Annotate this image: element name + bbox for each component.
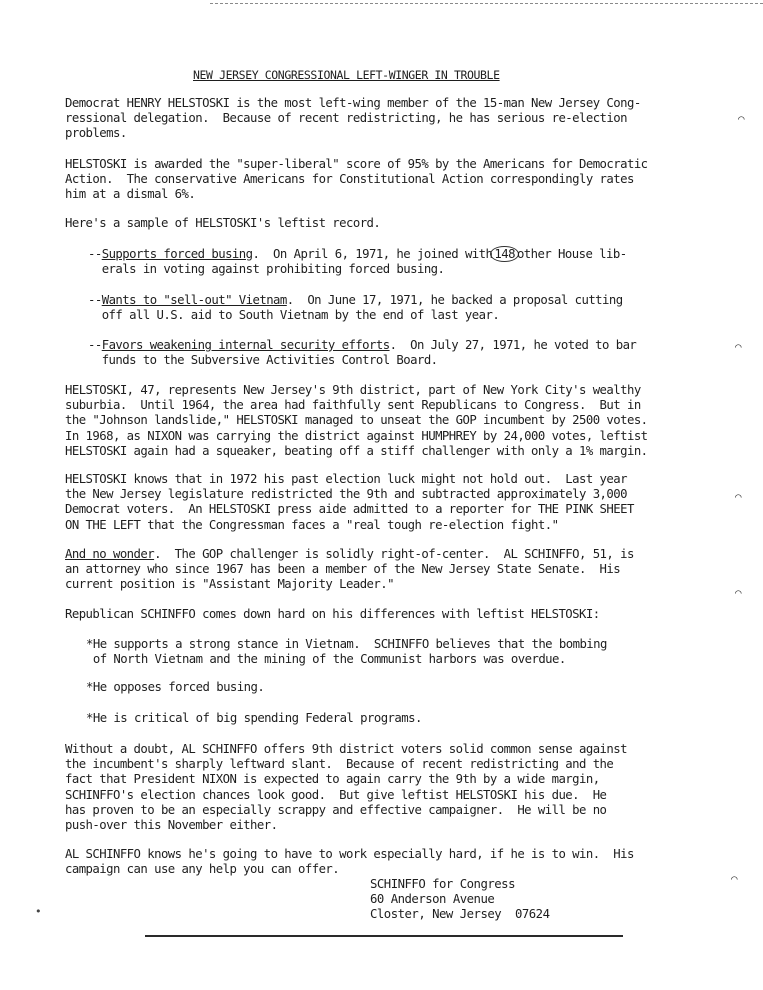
record-item-text: . On July 27, 1971, he voted to bar funds to the Subversive Activities Control Board. xyxy=(101,338,637,368)
stance-item-spending: *He is critical of big spending Federal programs. xyxy=(86,711,422,725)
paragraph-differences: Republican SCHINFFO comes down hard on his differences with leftist HELSTOSKI: xyxy=(65,607,600,621)
address-line: Closter, New Jersey 07624 xyxy=(370,907,550,922)
address-line: SCHINFFO for Congress xyxy=(370,877,515,891)
record-item-text: . On April 6, 1971, he joined with xyxy=(252,247,493,261)
mailing-address xyxy=(370,877,550,923)
dash: -- xyxy=(88,247,102,261)
paragraph-conclusion: Without a doubt, AL SCHINFFO offers 9th district voters solid common sense against the incumbent's sharply leftward slant. Because of recent redistricting and the fact that President NIXON is expected to again carry the 9th by a wide margin, SCHINFFO's election chances look good. But give leftist HELSTOSKI his due. He has proven to be an especially scrappy and effective campaigner. He will be no push-over this November either. xyxy=(65,742,627,833)
record-item-title: Wants to "sell-out" Vietnam xyxy=(101,293,287,307)
record-item-title: Supports forced busing xyxy=(101,247,253,261)
paragraph-district-history: HELSTOSKI, 47, represents New Jersey's 9th district, part of New York City's wealthy suburbia. Until 1964, the area had faithfully sent Republicans to Congress. But in the "Johnson landslide," HELSTOSKI managed to unseat the GOP incumbent by 2500 votes. In 1968, as NIXON was carrying the district against HUMPHREY by 24,000 votes, leftist HELSTOSKI again had a squeaker, beating off a stiff challenger with only a 1% margin. xyxy=(65,383,648,458)
dash: -- xyxy=(88,293,102,307)
paragraph-challenger xyxy=(65,547,715,593)
record-item-title: Favors weakening internal security efforts xyxy=(101,338,390,352)
margin-mark: ⌒ xyxy=(735,586,742,599)
paragraph-lead: And no wonder xyxy=(65,547,155,561)
paragraph-redistricting: HELSTOSKI knows that in 1972 his past election luck might not hold out. Last year the New Jersey legislature redistricted the 9th and subtracted approximately 3,000 Democrat voters. An HELSTOSKI press aide admitted to a reporter for THE PINK SHEET ON THE LEFT that the Congressman faces a "real tough re-election fight." xyxy=(65,472,634,532)
bottom-rule xyxy=(145,935,623,937)
paragraph-intro: Democrat HENRY HELSTOSKI is the most left-wing member of the 15-man New Jersey Cong- ressional delegation. Because of recent redistricting, he has serious re-election problems. xyxy=(65,96,641,141)
record-item-security xyxy=(88,338,738,368)
paragraph-ada-score: HELSTOSKI is awarded the "super-liberal" score of 95% by the Americans for Democratic Action. The conservative Americans for Constitutional Action correspondingly rates him at a dismal 6%. xyxy=(65,157,648,202)
paragraph-appeal: AL SCHINFFO knows he's going to have to work especially hard, if he is to win. His campaign can use any help you can offer. xyxy=(65,847,634,877)
record-item-text: . On June 17, 1971, he backed a proposal cutting off all U.S. aid to South Vietnam by the end of last year. xyxy=(101,293,623,323)
paragraph-record-intro: Here's a sample of HELSTOSKI's leftist record. xyxy=(65,216,381,230)
address-line: 60 Anderson Avenue xyxy=(370,892,495,907)
record-item-vietnam xyxy=(88,293,738,323)
stance-item-vietnam: *He supports a strong stance in Vietnam. SCHINFFO believes that the bombing of North Vietnam and the mining of the Communist harbors was overdue. xyxy=(86,637,607,667)
circled-number: 148 xyxy=(490,246,519,262)
record-item-text: other House lib- erals in voting against prohibiting forced busing. xyxy=(101,247,627,277)
record-item-busing xyxy=(88,247,738,277)
document-title: NEW JERSEY CONGRESSIONAL LEFT-WINGER IN TROUBLE xyxy=(193,68,500,82)
margin-dot: • xyxy=(35,905,42,918)
margin-mark: ⌒ xyxy=(735,340,742,353)
margin-mark: ⌒ xyxy=(731,872,738,885)
margin-mark: ⌒ xyxy=(735,490,742,503)
paragraph-text: . The GOP challenger is solidly right-of-center. AL SCHINFFO, 51, is an attorney who since 1967 has been a member of the New Jersey State Senate. His current position is "Assistant Majority Leader." xyxy=(65,547,634,592)
margin-mark: ⌒ xyxy=(738,112,745,125)
stance-item-busing: *He opposes forced busing. xyxy=(86,680,265,694)
top-rule xyxy=(210,3,763,4)
dash: -- xyxy=(88,338,102,352)
